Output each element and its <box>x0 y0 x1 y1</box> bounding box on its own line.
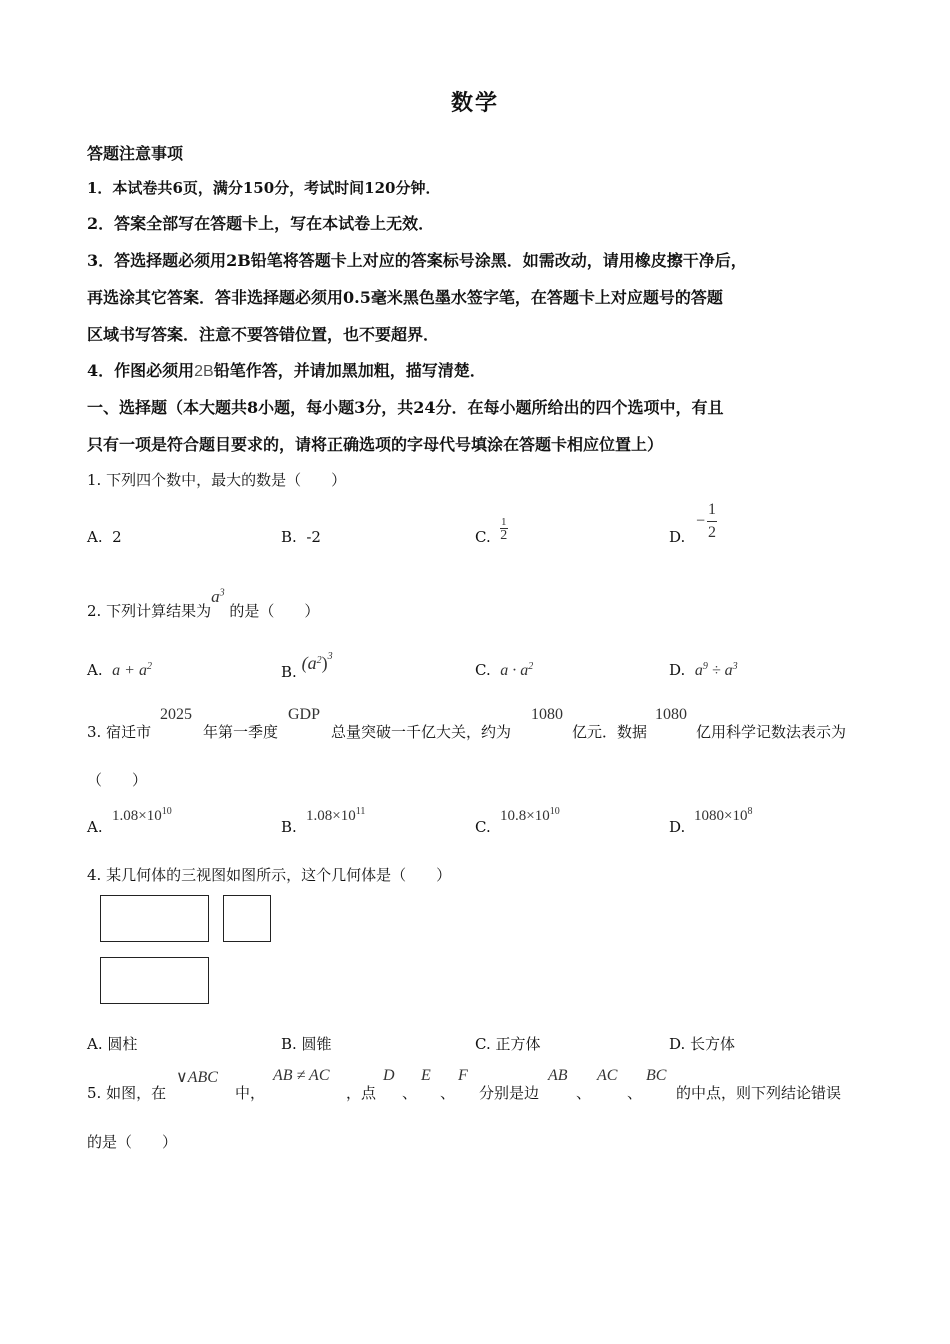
q1-a-label: A. <box>87 528 103 546</box>
q1-option-d-fraction <box>696 502 717 541</box>
q4-option-c: C. 正方体 <box>475 1035 541 1053</box>
q3-text-5: 亿用科学记数法表示为 <box>696 723 847 741</box>
q2-option-a <box>87 661 152 680</box>
q1-b-label: B. <box>281 528 297 546</box>
side-view-square <box>223 895 271 942</box>
q3-c-base: 10.8×10 <box>500 808 550 824</box>
q3-value-1: 1080 <box>531 706 563 723</box>
notice-item-4-post: 铅笔作答，并请加黑加粗，描写清楚． <box>213 361 486 380</box>
q2-d-base-1: a <box>694 662 703 679</box>
q2-b-inner-exponent: 2 <box>316 655 322 666</box>
q1-stem: 1. 下列四个数中，最大的数是（ ） <box>87 471 347 489</box>
q3-option-d-value <box>694 806 752 825</box>
q5-line-2: 的是（ ） <box>87 1133 178 1151</box>
q5-sep-4: 、 <box>627 1084 643 1102</box>
front-view-rectangle <box>100 895 209 942</box>
q1-d-denominator: 2 <box>708 524 717 541</box>
q1-d-sign: − <box>696 512 706 530</box>
q3-year: 2025 <box>160 706 192 723</box>
q3-c-exponent: 10 <box>549 806 560 817</box>
page-title: 数学 <box>450 90 499 116</box>
q3-text-2: 年第一季度 <box>203 723 279 741</box>
q1-option-c-label: C. <box>475 528 491 546</box>
q3-b-base: 1.08×10 <box>306 808 356 824</box>
q2-a-label: A. <box>87 661 103 679</box>
q3-a-base: 1.08×10 <box>112 808 162 824</box>
q2-b-close: ) <box>321 653 328 673</box>
notice-item-4-pre: 4．作图必须用 <box>87 361 195 380</box>
q3-text-3: 总量突破一千亿大关，约为 <box>331 723 512 741</box>
notice-item-4-pencil: 2B <box>194 363 214 380</box>
q2-a-exponent: 2 <box>146 661 152 672</box>
q2-d-exponent-1: 9 <box>702 661 708 672</box>
q3-option-b-value <box>306 806 365 825</box>
q2-c-label: C. <box>475 661 491 679</box>
q5-sep-2: 、 <box>440 1084 456 1102</box>
q3-value-2: 1080 <box>655 706 687 723</box>
q3-answer-paren: （ ） <box>87 771 148 789</box>
q5-point-f: F <box>458 1067 468 1084</box>
q3-option-c-value <box>500 806 560 825</box>
q5-inequality: AB ≠ AC <box>273 1067 330 1084</box>
q4-option-d: D. 长方体 <box>669 1035 736 1053</box>
q3-d-exponent: 8 <box>747 806 753 817</box>
q4-option-a: A. 圆柱 <box>87 1035 138 1053</box>
q2-option-b <box>281 651 333 681</box>
notice-item-3-line-2: 再选涂其它答案．答非选择题必须用0.5毫米黑色墨水签字笔，在答题卡上对应题号的答题 <box>87 288 723 307</box>
q5-text-3: ，点 <box>346 1084 377 1102</box>
section-1-line-1: 一、选择题（本大题共8小题，每小题3分，共24分．在每小题所给出的四个选项中，有且 <box>87 398 724 417</box>
notice-item-4 <box>87 358 486 381</box>
q5-sep-1: 、 <box>402 1084 418 1102</box>
q2-c-exponent: 2 <box>528 661 534 672</box>
q2-stem-pre: 2. 下列计算结果为 <box>87 602 212 620</box>
notice-item-3-line-1: 3．答选择题必须用2B铅笔将答题卡上对应的答案标号涂黑．如需改动，请用橡皮擦干净后， <box>87 251 747 270</box>
q5-text-5: 的中点，则下列结论错误 <box>676 1084 842 1102</box>
q2-a-expr: a + a <box>112 662 147 679</box>
q2-stem-post: 的是（ ） <box>229 602 320 620</box>
q5-text-2: 中， <box>235 1084 266 1102</box>
q2-stem-exponent: 3 <box>219 587 225 599</box>
q2-d-operator: ÷ a <box>707 662 733 679</box>
q3-text-4: 亿元．数据 <box>572 723 648 741</box>
q1-option-a <box>87 528 122 546</box>
q3-a-label: A. <box>87 818 103 836</box>
q1-c-numerator: 1 <box>501 516 507 528</box>
notice-heading: 答题注意事项 <box>87 144 184 163</box>
q3-c-label: C. <box>475 818 491 836</box>
q1-option-c-fraction <box>500 517 508 543</box>
q2-b-label: B. <box>281 663 297 681</box>
q2-b-exponent: 3 <box>327 651 333 662</box>
q3-b-exponent: 11 <box>355 806 366 817</box>
q2-stem <box>87 587 320 621</box>
q2-d-exponent-2: 3 <box>732 661 738 672</box>
q3-a-exponent: 10 <box>161 806 172 817</box>
q5-side-ab: AB <box>548 1067 568 1084</box>
notice-item-2: 2．答案全部写在答题卡上，写在本试卷上无效． <box>87 214 435 233</box>
q1-c-denominator: 2 <box>500 528 508 543</box>
q2-c-expr: a · a <box>500 662 529 679</box>
section-1-line-2: 只有一项是符合题目要求的，请将正确选项的字母代号填涂在答题卡相应位置上） <box>87 435 664 454</box>
q3-d-label: D. <box>669 818 686 836</box>
q3-text-1: 3. 宿迁市 <box>87 723 152 741</box>
q1-option-d-label: D. <box>669 528 686 546</box>
q5-triangle: ∨ABC <box>176 1069 218 1086</box>
q5-sep-3: 、 <box>576 1084 592 1102</box>
q5-side-bc: BC <box>646 1067 667 1084</box>
notice-item-3-line-3: 区域书写答案．注意不要答错位置，也不要超界． <box>87 325 440 344</box>
q3-d-base: 1080×10 <box>694 808 748 824</box>
q3-b-label: B. <box>281 818 297 836</box>
notice-item-1: 1．本试卷共6页，满分150分，考试时间120分钟． <box>87 179 441 197</box>
q2-stem-base: a <box>211 587 220 606</box>
q2-option-c <box>475 661 533 680</box>
q5-side-ac: AC <box>597 1067 618 1084</box>
q3-gdp: GDP <box>288 706 321 723</box>
q2-d-label: D. <box>669 661 686 679</box>
q5-text-1: 5. 如图，在 <box>87 1084 167 1102</box>
q5-point-d: D <box>383 1067 395 1084</box>
q4-option-b: B. 圆锥 <box>281 1035 332 1053</box>
q1-b-value: -2 <box>306 528 321 546</box>
top-view-rectangle <box>100 957 209 1004</box>
q3-option-a-value <box>112 806 172 825</box>
q5-point-e: E <box>421 1067 431 1084</box>
q1-option-b <box>281 528 321 546</box>
q4-stem: 4. 某几何体的三视图如图所示，这个几何体是（ ） <box>87 866 452 884</box>
q2-option-d <box>669 661 738 680</box>
q2-b-expr: (a <box>301 653 317 673</box>
q2-stem-math <box>211 587 225 606</box>
q1-d-numerator: 1 <box>707 502 717 522</box>
q5-text-4: 分别是边 <box>479 1084 540 1102</box>
q1-a-value: 2 <box>112 528 122 546</box>
